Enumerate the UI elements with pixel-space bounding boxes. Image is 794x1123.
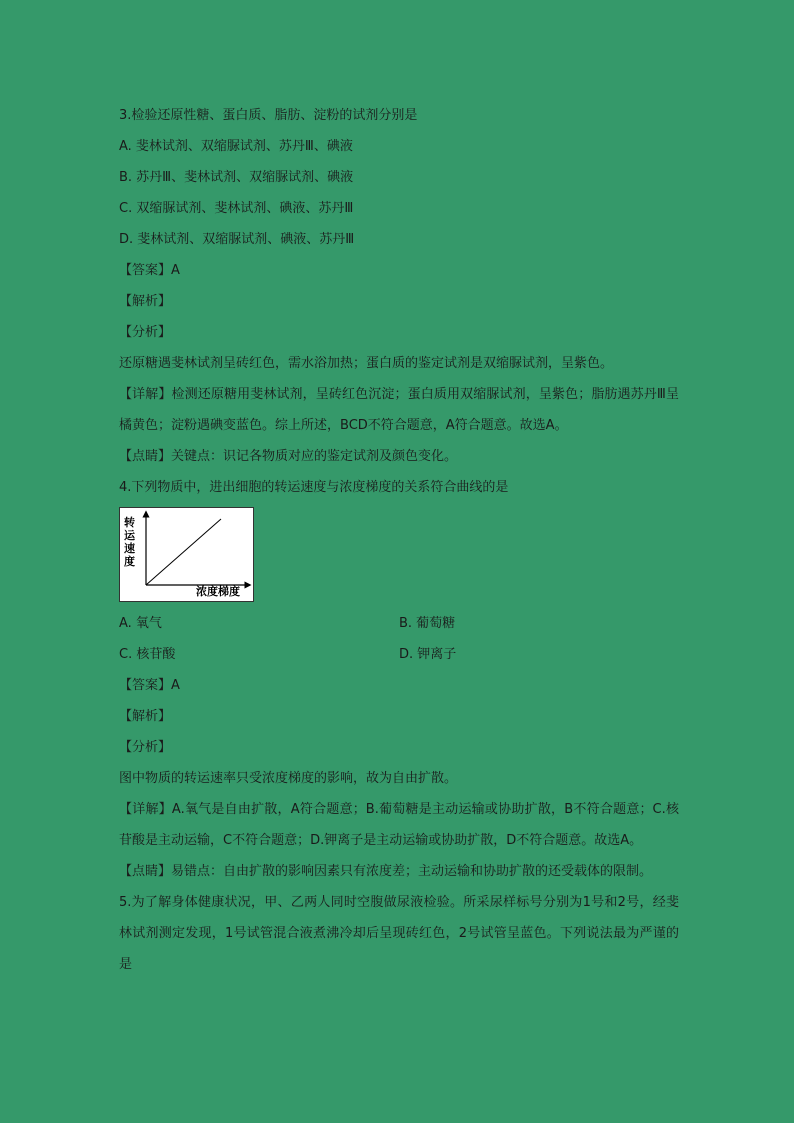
proportional-line	[146, 519, 221, 585]
q4-stem: 4.下列物质中，进出细胞的转运速度与浓度梯度的关系符合曲线的是	[119, 480, 509, 495]
q4-note: 【点睛】易错点：自由扩散的影响因素只有浓度差；主动运输和协助扩散的还受载体的限制。	[119, 864, 653, 879]
q3-fenxi-label: 【分析】	[119, 325, 172, 340]
q3-option-b: B. 苏丹Ⅲ、斐林试剂、双缩脲试剂、碘液	[119, 170, 354, 185]
q4-detail: 【详解】A.氧气是自由扩散，A符合题意；B.葡萄糖是主动运输或协助扩散，B不符合题意；C.核苷酸是主动运输，C不符合题意；D.钾离子是主动运输或协助扩散，D不符合题意。故选A。	[119, 802, 679, 848]
q4-figure	[119, 507, 254, 602]
q4-option-c: C. 核苷酸	[119, 647, 176, 662]
q4-fenxi-label: 【分析】	[119, 740, 172, 755]
x-axis-label: 浓度梯度	[196, 585, 240, 598]
q4-options-row-2	[119, 639, 679, 670]
q4-option-a: A. 氧气	[119, 616, 162, 631]
q4-jiexi-label: 【解析】	[119, 709, 172, 724]
document-page	[119, 100, 679, 980]
q4-option-d: D. 钾离子	[399, 647, 457, 662]
q3-note: 【点睛】关键点：识记各物质对应的鉴定试剂及颜色变化。	[119, 449, 458, 464]
q3-option-c: C. 双缩脲试剂、斐林试剂、碘液、苏丹Ⅲ	[119, 201, 354, 216]
q3-detail: 【详解】检测还原糖用斐林试剂，呈砖红色沉淀；蛋白质用双缩脲试剂，呈紫色；脂肪遇苏丹Ⅲ呈橘黄色；淀粉遇碘变蓝色。综上所述，BCD不符合题意，A符合题意。故选A。	[119, 387, 679, 433]
q3-stem: 3.检验还原性糖、蛋白质、脂肪、淀粉的试剂分别是	[119, 108, 418, 123]
q4-answer: 【答案】A	[119, 678, 180, 693]
y-axis-label: 转运速度	[124, 516, 135, 568]
q3-jiexi-label: 【解析】	[119, 294, 172, 309]
q5-stem: 5.为了解身体健康状况，甲、乙两人同时空腹做尿液检验。所采尿样标号分别为1号和2号，经斐林试剂测定发现，1号试管混合液煮沸冷却后呈现砖红色，2号试管呈蓝色。下列说法最为严谨的是	[119, 895, 679, 972]
q4-option-b: B. 葡萄糖	[399, 616, 456, 631]
q4-fenxi-text: 图中物质的转运速率只受浓度梯度的影响，故为自由扩散。	[119, 771, 458, 786]
q3-option-a: A. 斐林试剂、双缩脲试剂、苏丹Ⅲ、碘液	[119, 139, 353, 154]
q4-options-row-1	[119, 608, 679, 639]
q3-fenxi-text: 还原糖遇斐林试剂呈砖红色，需水浴加热；蛋白质的鉴定试剂是双缩脲试剂，呈紫色。	[119, 356, 614, 371]
q3-option-d: D. 斐林试剂、双缩脲试剂、碘液、苏丹Ⅲ	[119, 232, 355, 247]
q3-answer: 【答案】A	[119, 263, 180, 278]
